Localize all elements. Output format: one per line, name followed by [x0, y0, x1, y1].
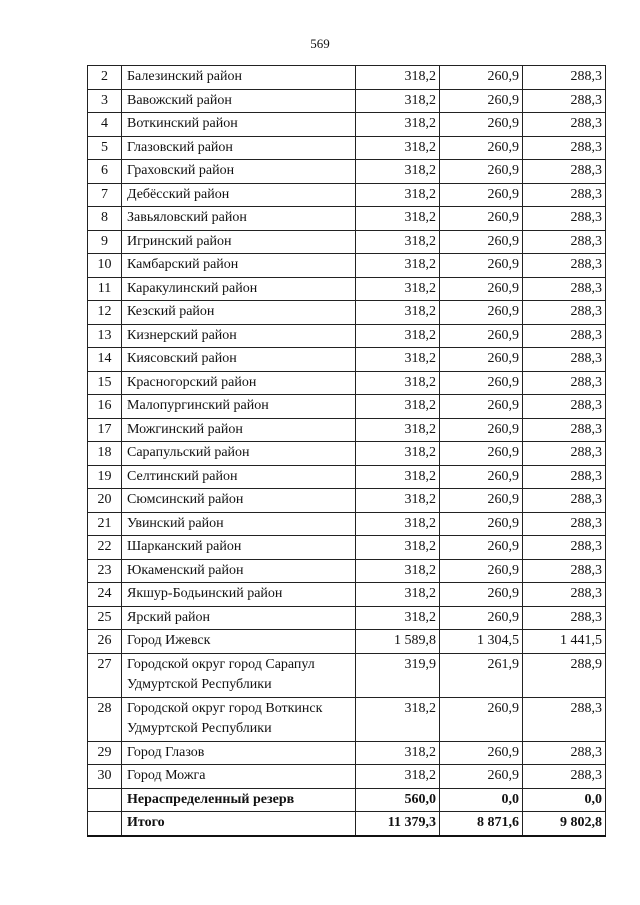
value-cell-3: 288,3 — [523, 765, 606, 789]
municipality-name-cell: Завьяловский район — [122, 207, 356, 231]
row-number-cell: 10 — [88, 254, 122, 278]
table-row — [88, 442, 606, 466]
row-number-cell: 8 — [88, 207, 122, 231]
value-cell-3: 288,3 — [523, 583, 606, 607]
table-row — [88, 324, 606, 348]
municipality-name-cell: Малопургинский район — [122, 395, 356, 419]
table-row — [88, 254, 606, 278]
table-row — [88, 697, 606, 741]
table-row — [88, 66, 606, 90]
table-row — [88, 113, 606, 137]
value-cell-2: 260,9 — [440, 230, 523, 254]
value-cell-1: 318,2 — [356, 254, 440, 278]
municipality-name-cell: Кизнерский район — [122, 324, 356, 348]
value-cell-2: 260,9 — [440, 559, 523, 583]
value-cell-1: 318,2 — [356, 442, 440, 466]
budget-table — [87, 65, 606, 837]
value-cell-3: 288,3 — [523, 697, 606, 741]
municipality-name-cell: Селтинский район — [122, 465, 356, 489]
row-number-cell: 22 — [88, 536, 122, 560]
value-cell-3: 0,0 — [523, 788, 606, 812]
row-number-cell: 30 — [88, 765, 122, 789]
value-cell-3: 288,3 — [523, 136, 606, 160]
value-cell-3: 288,3 — [523, 207, 606, 231]
municipality-name-cell: Городской округ город Сарапул Удмуртской Республики — [122, 653, 356, 697]
municipality-name-cell: Кезский район — [122, 301, 356, 325]
value-cell-1: 318,2 — [356, 489, 440, 513]
table-row — [88, 653, 606, 697]
table-row — [88, 465, 606, 489]
value-cell-2: 260,9 — [440, 277, 523, 301]
row-number-cell — [88, 812, 122, 836]
value-cell-1: 318,2 — [356, 89, 440, 113]
table-row — [88, 741, 606, 765]
value-cell-1: 318,2 — [356, 395, 440, 419]
municipality-name-cell: Граховский район — [122, 160, 356, 184]
value-cell-1: 318,2 — [356, 606, 440, 630]
value-cell-2: 1 304,5 — [440, 630, 523, 654]
row-number-cell: 4 — [88, 113, 122, 137]
table-row — [88, 348, 606, 372]
municipality-name-cell: Юкаменский район — [122, 559, 356, 583]
value-cell-3: 288,3 — [523, 254, 606, 278]
value-cell-3: 1 441,5 — [523, 630, 606, 654]
table-row — [88, 277, 606, 301]
municipality-name-cell: Сюмсинский район — [122, 489, 356, 513]
row-number-cell: 14 — [88, 348, 122, 372]
value-cell-2: 260,9 — [440, 765, 523, 789]
municipality-name-cell: Каракулинский район — [122, 277, 356, 301]
page-number: 569 — [310, 36, 330, 51]
municipality-name-cell: Сарапульский район — [122, 442, 356, 466]
municipality-name-cell: Город Глазов — [122, 741, 356, 765]
value-cell-2: 260,9 — [440, 442, 523, 466]
row-number-cell: 25 — [88, 606, 122, 630]
value-cell-2: 260,9 — [440, 395, 523, 419]
municipality-name-cell: Камбарский район — [122, 254, 356, 278]
row-number-cell: 24 — [88, 583, 122, 607]
value-cell-3: 288,3 — [523, 442, 606, 466]
value-cell-1: 318,2 — [356, 301, 440, 325]
value-cell-3: 288,3 — [523, 536, 606, 560]
table-row — [88, 160, 606, 184]
row-number-cell: 3 — [88, 89, 122, 113]
municipality-name-cell: Итого — [122, 812, 356, 836]
row-number-cell: 29 — [88, 741, 122, 765]
municipality-name-cell: Вавожский район — [122, 89, 356, 113]
value-cell-1: 318,2 — [356, 465, 440, 489]
row-number-cell: 6 — [88, 160, 122, 184]
value-cell-3: 288,3 — [523, 559, 606, 583]
value-cell-3: 288,3 — [523, 741, 606, 765]
value-cell-1: 318,2 — [356, 583, 440, 607]
value-cell-3: 288,3 — [523, 230, 606, 254]
row-number-cell: 26 — [88, 630, 122, 654]
table-row — [88, 559, 606, 583]
value-cell-3: 288,3 — [523, 348, 606, 372]
value-cell-2: 260,9 — [440, 89, 523, 113]
table-row — [88, 812, 606, 836]
value-cell-3: 288,3 — [523, 371, 606, 395]
value-cell-3: 9 802,8 — [523, 812, 606, 836]
value-cell-1: 318,2 — [356, 136, 440, 160]
value-cell-2: 260,9 — [440, 371, 523, 395]
municipality-name-cell: Нераспределенный резерв — [122, 788, 356, 812]
table-row — [88, 512, 606, 536]
value-cell-1: 318,2 — [356, 418, 440, 442]
value-cell-2: 260,9 — [440, 536, 523, 560]
row-number-cell: 15 — [88, 371, 122, 395]
value-cell-2: 260,9 — [440, 465, 523, 489]
municipality-name-cell: Увинский район — [122, 512, 356, 536]
value-cell-3: 288,3 — [523, 66, 606, 90]
row-number-cell — [88, 788, 122, 812]
value-cell-2: 260,9 — [440, 207, 523, 231]
value-cell-2: 260,9 — [440, 583, 523, 607]
value-cell-1: 318,2 — [356, 371, 440, 395]
table-row — [88, 583, 606, 607]
value-cell-3: 288,3 — [523, 183, 606, 207]
table-row — [88, 136, 606, 160]
value-cell-2: 260,9 — [440, 489, 523, 513]
value-cell-1: 318,2 — [356, 207, 440, 231]
table-row — [88, 536, 606, 560]
row-number-cell: 13 — [88, 324, 122, 348]
value-cell-1: 318,2 — [356, 277, 440, 301]
value-cell-3: 288,3 — [523, 489, 606, 513]
row-number-cell: 27 — [88, 653, 122, 697]
value-cell-1: 560,0 — [356, 788, 440, 812]
table-row — [88, 765, 606, 789]
value-cell-2: 260,9 — [440, 136, 523, 160]
value-cell-3: 288,3 — [523, 160, 606, 184]
table-row — [88, 489, 606, 513]
value-cell-2: 260,9 — [440, 348, 523, 372]
municipality-name-cell: Киясовский район — [122, 348, 356, 372]
value-cell-1: 318,2 — [356, 113, 440, 137]
row-number-cell: 2 — [88, 66, 122, 90]
value-cell-3: 288,3 — [523, 277, 606, 301]
value-cell-2: 260,9 — [440, 512, 523, 536]
value-cell-2: 260,9 — [440, 66, 523, 90]
table-row — [88, 89, 606, 113]
value-cell-2: 260,9 — [440, 697, 523, 741]
value-cell-2: 260,9 — [440, 183, 523, 207]
value-cell-1: 318,2 — [356, 741, 440, 765]
value-cell-1: 11 379,3 — [356, 812, 440, 836]
value-cell-2: 260,9 — [440, 160, 523, 184]
row-number-cell: 18 — [88, 442, 122, 466]
value-cell-2: 260,9 — [440, 418, 523, 442]
municipality-name-cell: Глазовский район — [122, 136, 356, 160]
row-number-cell: 9 — [88, 230, 122, 254]
table-row — [88, 606, 606, 630]
row-number-cell: 21 — [88, 512, 122, 536]
table-body — [88, 66, 606, 836]
row-number-cell: 16 — [88, 395, 122, 419]
value-cell-3: 288,3 — [523, 89, 606, 113]
row-number-cell: 5 — [88, 136, 122, 160]
municipality-name-cell: Город Можга — [122, 765, 356, 789]
value-cell-1: 1 589,8 — [356, 630, 440, 654]
table-row — [88, 301, 606, 325]
table-row — [88, 395, 606, 419]
value-cell-3: 288,3 — [523, 301, 606, 325]
row-number-cell: 11 — [88, 277, 122, 301]
value-cell-3: 288,3 — [523, 395, 606, 419]
row-number-cell: 23 — [88, 559, 122, 583]
value-cell-2: 261,9 — [440, 653, 523, 697]
municipality-name-cell: Ярский район — [122, 606, 356, 630]
value-cell-1: 318,2 — [356, 66, 440, 90]
row-number-cell: 12 — [88, 301, 122, 325]
row-number-cell: 19 — [88, 465, 122, 489]
value-cell-3: 288,3 — [523, 113, 606, 137]
value-cell-1: 318,2 — [356, 160, 440, 184]
table-row — [88, 418, 606, 442]
value-cell-1: 318,2 — [356, 324, 440, 348]
value-cell-1: 318,2 — [356, 765, 440, 789]
municipality-name-cell: Дебёсский район — [122, 183, 356, 207]
value-cell-1: 319,9 — [356, 653, 440, 697]
value-cell-2: 0,0 — [440, 788, 523, 812]
table-row — [88, 230, 606, 254]
row-number-cell: 20 — [88, 489, 122, 513]
value-cell-2: 260,9 — [440, 606, 523, 630]
value-cell-1: 318,2 — [356, 536, 440, 560]
municipality-name-cell: Воткинский район — [122, 113, 356, 137]
value-cell-1: 318,2 — [356, 559, 440, 583]
value-cell-3: 288,3 — [523, 606, 606, 630]
value-cell-3: 288,3 — [523, 465, 606, 489]
value-cell-1: 318,2 — [356, 183, 440, 207]
value-cell-3: 288,3 — [523, 512, 606, 536]
municipality-name-cell: Городской округ город Воткинск Удмуртской Республики — [122, 697, 356, 741]
value-cell-2: 260,9 — [440, 254, 523, 278]
table-row — [88, 371, 606, 395]
value-cell-1: 318,2 — [356, 348, 440, 372]
value-cell-2: 260,9 — [440, 113, 523, 137]
row-number-cell: 17 — [88, 418, 122, 442]
value-cell-2: 260,9 — [440, 741, 523, 765]
table-row — [88, 630, 606, 654]
value-cell-2: 260,9 — [440, 324, 523, 348]
row-number-cell: 7 — [88, 183, 122, 207]
municipality-name-cell: Игринский район — [122, 230, 356, 254]
value-cell-1: 318,2 — [356, 512, 440, 536]
municipality-name-cell: Балезинский район — [122, 66, 356, 90]
value-cell-3: 288,9 — [523, 653, 606, 697]
value-cell-3: 288,3 — [523, 324, 606, 348]
table-row — [88, 788, 606, 812]
table-row — [88, 183, 606, 207]
value-cell-3: 288,3 — [523, 418, 606, 442]
municipality-name-cell: Красногорский район — [122, 371, 356, 395]
municipality-name-cell: Якшур-Бодьинский район — [122, 583, 356, 607]
municipality-name-cell: Шарканский район — [122, 536, 356, 560]
value-cell-1: 318,2 — [356, 697, 440, 741]
municipality-name-cell: Можгинский район — [122, 418, 356, 442]
value-cell-1: 318,2 — [356, 230, 440, 254]
value-cell-2: 260,9 — [440, 301, 523, 325]
municipality-name-cell: Город Ижевск — [122, 630, 356, 654]
value-cell-2: 8 871,6 — [440, 812, 523, 836]
row-number-cell: 28 — [88, 697, 122, 741]
table-row — [88, 207, 606, 231]
